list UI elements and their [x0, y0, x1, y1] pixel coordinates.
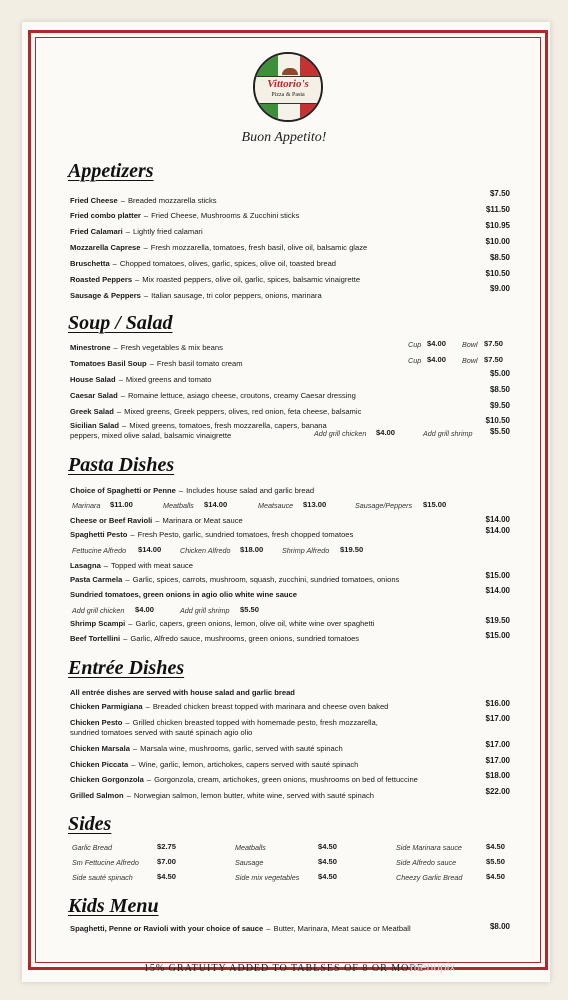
item-name: Mozzarella Caprese [70, 243, 141, 252]
item-name: Sausage & Peppers [70, 291, 141, 300]
option-price: $14.00 [204, 500, 228, 509]
item-price: $14.00 [485, 586, 510, 595]
option-label: Add grill shrimp [423, 429, 473, 438]
option-label: Fettucine Alfredo [72, 546, 127, 555]
menu-item [70, 775, 418, 785]
item-price: $14.00 [485, 515, 510, 524]
item-price: $10.50 [485, 269, 510, 278]
menu-item [70, 259, 336, 269]
side-item-label: Side mix vegetables [235, 873, 300, 882]
menu-item-desc-continued: sundried tomatoes served with sauté spinach agio olio [70, 728, 253, 737]
gratuity-notice: 15% GRATUITY ADDED TO TABLSES OF 8 OR MORE [143, 963, 425, 974]
menu-item: Chicken Pesto – Grilled chicken breasted topped with homemade pesto, fresh mozzarella, [70, 718, 378, 727]
pizza-oven-icon [282, 68, 298, 75]
item-price: $22.00 [485, 787, 510, 796]
item-name: Bruschetta [70, 259, 110, 268]
item-description: Marsala wine, mushrooms, garlic, served with sauté spinach [140, 744, 343, 753]
logo-name: Vittorio's [267, 78, 309, 90]
section-title-pasta: Pasta Dishes [68, 454, 175, 476]
item-name: Fried Cheese [70, 196, 118, 205]
item-price: $9.00 [489, 284, 510, 293]
menu-item [70, 407, 361, 417]
option-label: Meatsauce [258, 501, 294, 510]
section-title-kids: Kids Menu [68, 895, 159, 917]
item-price: $8.00 [489, 922, 510, 931]
bowl-price: $7.50 [484, 339, 504, 348]
menu-item [70, 227, 203, 237]
option-label: Meatballs [163, 501, 194, 510]
option-price: $19.50 [340, 545, 364, 554]
dash-separator: – [143, 243, 148, 252]
option-label: Marinara [72, 501, 101, 510]
menu-item [70, 760, 358, 770]
item-price: $15.00 [485, 571, 510, 580]
item-price: $10.00 [485, 237, 510, 246]
section-title-entree: Entrée Dishes [68, 657, 185, 679]
option-price: $11.00 [110, 500, 133, 509]
menu-item: Chicken Parmigiana – Breaded chicken breast topped with marinara and cheese oven baked [70, 702, 389, 711]
option-label: Add grill shrimp [180, 606, 230, 615]
side-item-price: $4.50 [318, 842, 338, 851]
dash-separator: – [116, 407, 122, 416]
item-description: Wine, garlic, lemon, artichokes, capers served with sauté spinach [138, 760, 359, 769]
item-price: $10.50 [485, 416, 510, 425]
item-price: $17.00 [485, 740, 510, 749]
tagline: Buon Appetito! [241, 130, 327, 145]
item-price: $9.50 [489, 401, 510, 410]
item-price: $8.50 [489, 253, 510, 262]
side-item-price: $7.00 [157, 857, 177, 866]
item-description: Gorgonzola, cream, artichokes, green onions, mushrooms on bed of fettuccine [154, 775, 418, 784]
cup-label: Cup [408, 340, 422, 349]
side-item-price: $5.50 [486, 857, 506, 866]
menu-item-desc-continued: peppers, mixed olive salad, balsamic vinaigrette [70, 431, 232, 440]
bowl-price: $7.50 [484, 355, 504, 364]
option-price: $4.00 [376, 428, 396, 437]
item-price: $16.00 [485, 699, 510, 708]
side-item-price: $4.50 [318, 857, 338, 866]
menu-item [70, 391, 356, 401]
side-item-label: Meatballs [235, 843, 266, 852]
menu-item: Spaghetti Pesto – Fresh Pesto, garlic, sundried tomatoes, fresh chopped tomatoes [70, 530, 354, 539]
menu-item: Sundried tomatoes, green onions in agio olio white wine sauce [70, 590, 298, 599]
bowl-label: Bowl [462, 340, 478, 349]
item-description: Norwegian salmon, lemon butter, white wine, served with sauté spinach [133, 791, 374, 800]
menu-item: Beef Tortellini – Garlic, Alfredo sauce, mushrooms, green onions, sundried tomatoes [70, 634, 360, 643]
menu-item [70, 243, 367, 253]
menu-item [70, 275, 360, 285]
menu-item: Shrimp Scampi – Garlic, capers, green onions, lemon, olive oil, white wine over spaghetti [70, 619, 375, 628]
dash-separator: – [126, 791, 131, 800]
option-label: Add grill chicken [72, 606, 125, 615]
section-title-soup-salad: Soup / Salad [68, 312, 173, 334]
item-price: $11.50 [485, 205, 510, 214]
item-description: Chopped tomatoes, olives, garlic, spices, olive oil, toasted bread [119, 259, 337, 268]
menu-item [70, 211, 299, 221]
item-description: Fried Cheese, Mushrooms & Zucchini sticks [151, 211, 300, 220]
item-description: Breaded mozzarella sticks [127, 196, 217, 205]
item-price: $10.95 [485, 221, 510, 230]
item-name: Chicken Marsala [70, 744, 130, 753]
dash-separator: – [135, 275, 140, 284]
menu-item: Choice of Spaghetti or Penne – Includes house salad and garlic bread [70, 486, 315, 495]
option-price: $4.00 [135, 605, 155, 614]
menu-item: Cheese or Beef Ravioli – Marinara or Meat sauce [70, 516, 243, 525]
item-description: Mixed greens, Greek peppers, olives, red onion, feta cheese, balsamic [124, 407, 362, 416]
item-name: Grilled Salmon [70, 791, 124, 800]
side-item-label: Sm Fettucine Alfredo [72, 858, 139, 867]
section-title-appetizers: Appetizers [68, 160, 154, 182]
side-item-price: $4.50 [486, 872, 506, 881]
dash-separator: – [120, 196, 125, 205]
item-price: $5.00 [489, 369, 510, 378]
section-title-sides: Sides [68, 813, 112, 835]
dash-separator: – [120, 391, 125, 400]
item-name: House Salad [70, 375, 116, 384]
item-name: Fried combo platter [70, 211, 141, 220]
side-item-label: Sausage [235, 858, 264, 867]
bowl-label: Bowl [462, 356, 478, 365]
item-price: $15.00 [485, 631, 510, 640]
option-price: $5.50 [489, 427, 510, 436]
dash-separator: – [132, 744, 138, 753]
option-label: Add grill chicken [314, 429, 367, 438]
item-price: $14.00 [485, 526, 510, 535]
menu-item [70, 791, 374, 801]
dash-separator: – [146, 775, 152, 784]
item-description: Romaine lettuce, asiago cheese, croutons, creamy Caesar dressing [127, 391, 356, 400]
side-item-label: Side Marinara sauce [396, 843, 462, 852]
side-item-price: $2.75 [157, 842, 177, 851]
dash-separator: – [143, 291, 149, 300]
cup-price: $4.00 [427, 339, 447, 348]
side-item-price: $4.50 [318, 872, 338, 881]
watermark: menupix [410, 960, 456, 974]
item-name: Greek Salad [70, 407, 114, 416]
cup-price: $4.00 [427, 355, 447, 364]
item-price: $8.50 [489, 385, 510, 394]
dash-separator: – [125, 227, 130, 236]
menu-item: Lasagna – Topped with meat sauce [70, 561, 193, 570]
option-label: Chicken Alfredo [180, 546, 231, 555]
item-price: $19.50 [485, 616, 510, 625]
option-price: $5.50 [240, 605, 260, 614]
item-name: Roasted Peppers [70, 275, 133, 284]
item-description: Mixed greens and tomato [125, 375, 212, 384]
item-name: Chicken Gorgonzola [70, 775, 144, 784]
menu-item: Sicilian Salad – Mixed greens, tomatoes, fresh mozzarella, capers, banana [70, 421, 327, 430]
cup-label: Cup [408, 356, 422, 365]
item-name: Caesar Salad [70, 391, 118, 400]
menu-item [70, 744, 343, 754]
menu-item [70, 375, 212, 385]
side-item-price: $4.50 [157, 872, 177, 881]
dash-separator: – [143, 211, 149, 220]
menu-item [70, 196, 217, 206]
option-label: Sausage/Peppers [355, 501, 413, 510]
option-price: $13.00 [303, 500, 327, 509]
item-price: $18.00 [485, 771, 510, 780]
item-description: Mix roasted peppers, olive oil, garlic, spices, balsamic vinaigrette [142, 275, 361, 284]
dash-separator: – [118, 375, 123, 384]
item-name: Chicken Piccata [70, 760, 129, 769]
item-price: $17.00 [485, 756, 510, 765]
option-price: $15.00 [423, 500, 447, 509]
item-price: $7.50 [489, 189, 510, 198]
dash-separator: – [131, 760, 136, 769]
menu-item: Spaghetti, Penne or Ravioli with your choice of sauce – Butter, Marinara, Meat sauce or Meatball [70, 924, 411, 933]
logo-subtitle: Pizza & Pasta [271, 92, 305, 98]
entree-note: All entrée dishes are served with house salad and garlic bread [70, 688, 295, 697]
vittorios-logo [253, 52, 323, 122]
item-description: Fresh mozzarella, tomatoes, fresh basil, olive oil, balsamic glaze [150, 243, 368, 252]
menu-item [70, 291, 322, 301]
side-item-label: Side sauté spinach [72, 873, 133, 882]
option-price: $18.00 [240, 545, 264, 554]
menu-item: Tomatoes Basil Soup – Fresh basil tomato cream [70, 359, 243, 368]
side-item-label: Cheezy Garlic Bread [396, 873, 463, 882]
side-item-label: Garlic Bread [72, 843, 112, 852]
option-price: $14.00 [138, 545, 162, 554]
menu-item: Pasta Carmela – Garlic, spices, carrots, mushroom, squash, zucchini, sundried tomatoes, onions [70, 575, 400, 584]
option-label: Shrimp Alfredo [282, 546, 330, 555]
side-item-price: $4.50 [486, 842, 506, 851]
menu-item: Minestrone – Fresh vegetables & mix beans [70, 343, 223, 352]
item-description: Lightly fried calamari [133, 227, 203, 236]
item-description: Italian sausage, tri color peppers, onions, marinara [151, 291, 322, 300]
side-item-label: Side Alfredo sauce [396, 858, 457, 867]
item-name: Fried Calamari [70, 227, 123, 236]
dash-separator: – [112, 259, 117, 268]
item-price: $17.00 [485, 714, 510, 723]
